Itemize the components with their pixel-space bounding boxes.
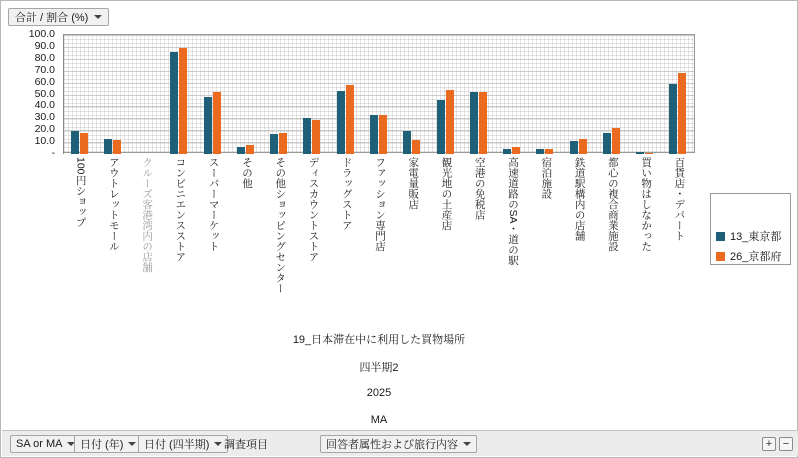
x-axis-tick-label: その他ショッピングセンター [274,157,287,294]
bar[interactable] [412,140,420,154]
bar[interactable] [669,84,677,154]
bar[interactable] [536,149,544,154]
bar[interactable] [170,52,178,154]
filter-button-label: SA or MA [16,438,63,450]
y-axis-labels [11,28,59,160]
bar[interactable] [213,92,221,154]
y-axis-tick-label: 50.0 [34,87,55,100]
y-axis-tick-label: - [51,147,55,159]
filter-button[interactable] [138,435,228,453]
filter-button[interactable] [10,435,81,453]
bar[interactable] [346,85,354,154]
filter-icon [128,442,136,446]
bar-group[interactable] [170,34,188,154]
x-axis-tick-label: その他 [240,157,253,189]
bar[interactable] [246,145,254,154]
x-axis-tick-label: ドラッグストア [340,157,353,231]
legend-color-swatch [716,252,725,261]
bar[interactable] [603,133,611,154]
filter-button-label: 日付 (四半期) [144,439,210,451]
bar-group[interactable] [71,34,89,154]
bar-group[interactable] [636,34,654,154]
bar-group[interactable] [237,34,255,154]
legend-item[interactable] [716,228,781,244]
bar[interactable] [179,48,187,154]
x-axis-tick-label: 100円ショップ [74,157,87,228]
y-axis-tick-label: 60.0 [34,75,55,88]
y-axis-tick-label: 30.0 [34,111,55,124]
bar-group[interactable] [303,34,321,154]
zoom-in-button[interactable]: + [762,437,776,451]
bar[interactable] [312,120,320,155]
x-axis-tick-label: 百貨店・デパート [673,157,686,241]
bar[interactable] [470,92,478,154]
bar[interactable] [80,133,88,154]
bar-group[interactable] [204,34,222,154]
filter-button-label: 日付 (年) [80,439,124,451]
y-axis-tick-label: 100.0 [28,28,55,40]
x-axis-tick-label: 買い物はしなかった [640,157,653,252]
bar[interactable] [636,152,644,154]
chevron-down-icon [463,442,471,446]
bar-group[interactable] [270,34,288,154]
value-field-label: 合計 / 割合 (%) [15,12,89,24]
filter-bar [2,430,798,456]
bar[interactable] [370,115,378,154]
bar[interactable] [104,139,112,154]
legend [710,193,791,265]
bar[interactable] [237,147,245,154]
bar[interactable] [503,149,511,154]
bar-series-layer [63,34,695,154]
quarter-caption: 四半期2 [359,362,399,374]
bar[interactable] [437,100,445,154]
bar[interactable] [204,97,212,154]
bar-group[interactable] [104,34,122,154]
bar-group[interactable] [403,34,421,154]
bar[interactable] [645,153,653,154]
filter-icon [214,442,222,446]
bar[interactable] [678,73,686,154]
bar[interactable] [71,131,79,154]
x-axis-tick-label: 鉄道駅構内の店舗 [573,157,586,241]
axis-title: 19_日本滞在中に利用した買物場所 [292,334,466,346]
legend-item-label: 13_東京都 [730,231,782,243]
bar[interactable] [113,140,121,154]
bar-group[interactable] [503,34,521,154]
x-axis-tick-label: アウトレットモール [107,157,120,252]
legend-color-swatch [716,232,725,241]
x-axis-tick-label: スーパーマーケット [207,157,220,252]
x-axis-tick-label: ディスカウントストア [307,157,320,262]
filter-button-label: 回答者属性および旅行内容 [326,439,458,451]
x-axis-labels [63,157,695,317]
bar[interactable] [279,133,287,154]
filter-button[interactable] [224,435,268,453]
filter-button[interactable] [320,435,477,453]
bar[interactable] [446,90,454,154]
y-axis-tick-label: 80.0 [34,51,55,64]
bar[interactable] [612,128,620,154]
y-axis-tick-label: 90.0 [34,39,55,52]
bar-group[interactable] [570,34,588,154]
bar-group[interactable] [337,34,355,154]
bar-group[interactable] [137,34,155,154]
bar-group[interactable] [536,34,554,154]
bar-group[interactable] [437,34,455,154]
bar[interactable] [545,149,553,154]
legend-item[interactable] [716,248,781,264]
x-axis-tick-label: 家電量販店 [407,157,420,210]
x-axis-tick-label: 宿泊施設 [540,157,553,199]
y-axis-tick-label: 70.0 [34,63,55,76]
bar-group[interactable] [669,34,687,154]
bar[interactable] [337,91,345,154]
x-axis-tick-label: ファッション専門店 [374,157,386,252]
x-axis-tick-label: 空港の免税店 [473,157,486,220]
bar[interactable] [403,131,411,154]
filter-button[interactable] [74,435,142,453]
filter-button-label: 調査項目 [224,439,268,451]
x-axis-tick-label: 観光地の土産店 [440,157,453,231]
bar[interactable] [512,147,520,154]
bar-group[interactable] [370,34,388,154]
bar[interactable] [579,139,587,154]
bar[interactable] [379,115,387,154]
x-axis-tick-label: クルーズ客港湾内の店舗 [141,157,154,273]
bar-group[interactable] [603,34,621,154]
bar-group[interactable] [470,34,488,154]
value-field-button[interactable] [8,8,109,26]
zoom-out-button[interactable]: − [779,437,793,451]
bar[interactable] [479,92,487,154]
y-axis-tick-label: 20.0 [34,123,55,136]
y-axis-tick-label: 10.0 [34,135,55,148]
legend-item-label: 26_京都府 [730,251,782,263]
x-axis-tick-label: 高速道路のSA・道の駅 [507,157,520,266]
bar[interactable] [570,141,578,154]
measure-caption: MA [370,414,388,426]
chevron-down-icon [94,15,102,19]
x-axis-tick-label: 都心の複合商業施設 [606,157,619,252]
bar[interactable] [270,134,278,154]
year-caption: 2025 [366,387,392,399]
bar[interactable] [303,118,311,154]
x-axis-tick-label: コンビニエンスストア [174,157,187,262]
y-axis-tick-label: 40.0 [34,99,55,112]
